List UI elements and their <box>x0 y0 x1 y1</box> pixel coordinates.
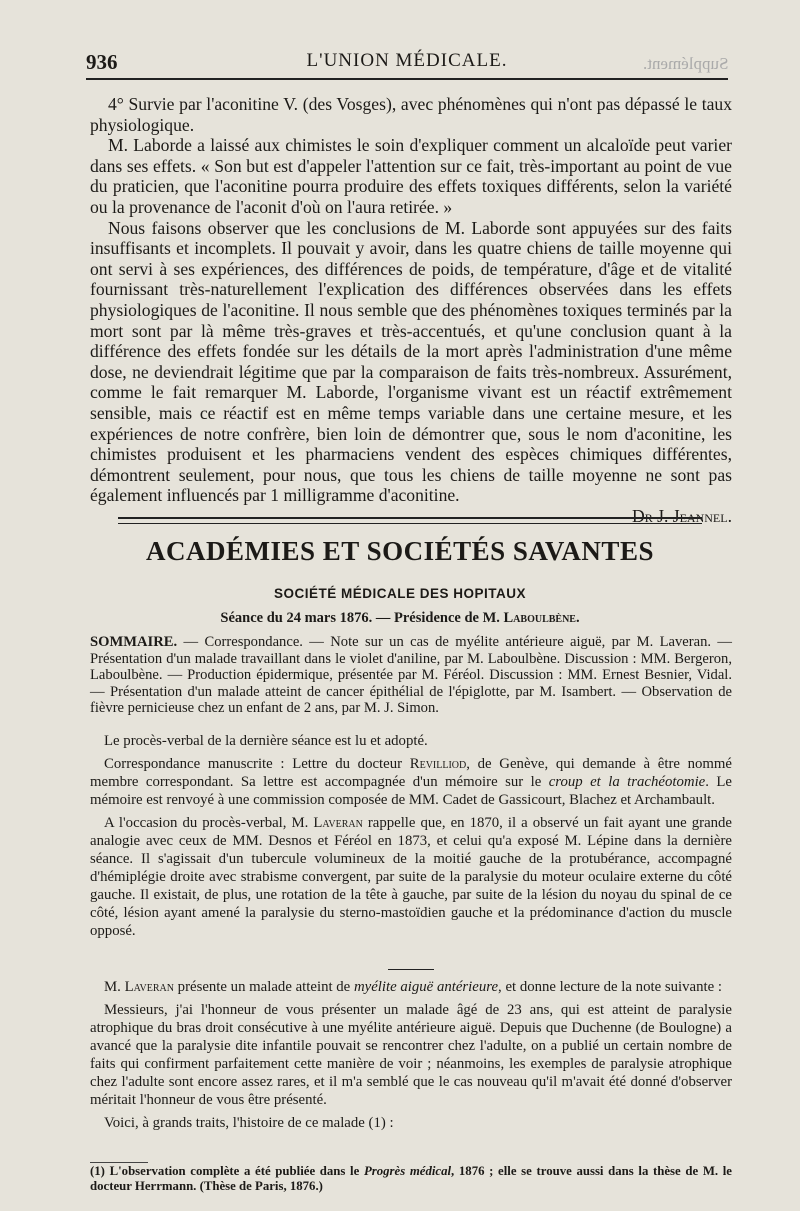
person-name: Laveran <box>124 979 174 995</box>
article-paragraph: Nous faisons observer que les conclusions de M. Laborde sont appuyées sur des faits insuffisants et incomplets. Il pouvait y avoir, dans les quatre chiens de taille moyenne qui ont servi à ses expériences, des différences de poids, de température, d'âge et de vitalité fournissant très-naturellement l'explication des différences observées dans les effets physiologiques de l'aconitine. Il nous semble que des phénomènes toxiques terminés par la mort sont par là même très-graves et très-accentués, et qu'une conclusion quant à la différence des effets fondée sur les détails de la mort après l'administration d'une même dose, ne deviendrait légitime que par la comparaison de faits très-nombreux. Assurément, comme le fait remarquer M. Laborde, l'organisme vivant est un réactif extrêmement sensible, mais ce réactif est en même temps variable dans une certaine mesure, et les expériences de notre confrère, bien loin de démontrer que, sous le nom d'aconitine, les chimistes produisent et les pharmaciens vendent des espèces chimiques différentes, démontrent seulement, pour nous, que tous les chiens de taille moyenne ne sont pas également influencés par 1 milligramme d'aconitine. <box>90 217 732 506</box>
session-body <box>90 732 732 945</box>
page-header <box>86 48 728 80</box>
section-title: ACADÉMIES ET SOCIÉTÉS SAVANTES <box>146 536 654 566</box>
author-signature: Dr J. Jeannel. <box>632 505 732 526</box>
footnote: (1) L'observation complète a été publiée dans le Progrès médical, 1876 ; elle se trouve aussi dans la thèse de M. le docteur Herrmann. (Thèse de Paris, 1876.) <box>90 1164 732 1193</box>
article-paragraph: M. Laborde a laissé aux chimistes le soin d'expliquer comment un alcaloïde peut varier dans ses effets. « Son but est d'appeler l'attention sur ce fait, très-important au point de vue du praticien, que l'aconitine pourra produire des effets toxiques différents, selon la variété ou la provenance de l'aconit d'où on l'aura retirée. » <box>90 135 732 217</box>
sommaire-label: SOMMAIRE. <box>90 634 178 650</box>
minutes-paragraph: Le procès-verbal de la dernière séance est lu et adopté. <box>104 733 428 749</box>
session-president: Laboulbène. <box>503 610 580 626</box>
presentation-paragraph: M. Laveran présente un malade atteint de myélite aiguë antérieure, et donne lecture de la note suivante : <box>104 979 722 995</box>
session-date: Séance du 24 mars 1876. — Présidence de M. <box>220 610 500 626</box>
top-article <box>90 94 732 526</box>
person-name: Laveran <box>313 815 363 831</box>
session-info <box>0 610 800 627</box>
society-name: SOCIÉTÉ MÉDICALE DES HOPITAUX <box>273 586 527 601</box>
sommaire <box>90 634 732 717</box>
laveran-note <box>90 978 732 1137</box>
running-title: L'UNION MÉDICALE. <box>306 50 508 71</box>
page-number: 936 <box>86 50 118 74</box>
separator-rule <box>388 969 434 970</box>
article-paragraph: 4° Survie par l'aconitine V. (des Vosges), avec phénomènes qui n'ont pas dépassé le taux physiologique. <box>90 94 732 135</box>
bleed-through-text: Supplément. <box>642 54 728 73</box>
person-name: Revilliod <box>409 756 467 772</box>
section-divider <box>118 517 702 524</box>
note-paragraph: Messieurs, j'ai l'honneur de vous présenter un malade âgé de 23 ans, qui est atteint de paralysie atrophique du bras droit consécutive à une myélite antérieure aiguë. Depuis que Duchenne (de Boulogne) a avancé que la paralysie dite infantile pouvait se rencontrer chez l'adulte, on a publié un certain nombre de faits qui confirment parfaitement cette manière de voir ; néanmoins, les exemples de paralysie atrophique chez l'adulte sont encore assez rares, et il m'a semblé que le cas nouveau qu'il m'avait été donné d'observer méritait l'honneur de vous être présenté. <box>90 1002 732 1108</box>
proces-verbal-paragraph: A l'occasion du procès-verbal, M. Laveran rappelle que, en 1870, il a observé un fait ayant une grande analogie avec ceux de MM. Desnos et Féréol en 1873, et celui qu'a exposé M. Lépine dans la dernière séance. Il s'agissait d'un tubercule volumineux de la moitié gauche de la protubérance, accompagné d'hémiplégie droite avec strabisme convergent, par suite de la paralysie du moteur oculaire externe du côté gauche. Il existait, de plus, une rotation de la tête à gauche, par suite de la lésion du noyau du spinal de ce côté, lésion ayant amené la paralysie du sterno-mastoïdien gauche et la prédominance d'action du muscle opposé. <box>90 815 732 939</box>
sommaire-text: — Correspondance. — Note sur un cas de myélite antérieure aiguë, par M. Laveran. — Présentation d'un malade travaillant dans le violet d'aniline, par M. Laboulbène. Discussion : MM. Bergeron, Laboulbène. — Production épidermique, présentée par M. Féréol. Discussion : MM. Ernest Besnier, Vidal. — Présentation d'un malade atteint de cancer épithélial de l'épiglotte, par M. Isambert. — Observation de fièvre pernicieuse chez un enfant de 2 ans, par M. J. Simon. <box>90 634 732 716</box>
history-intro: Voici, à grands traits, l'histoire de ce malade (1) : <box>104 1115 394 1131</box>
footnote-rule <box>90 1162 148 1163</box>
correspondence-paragraph: Correspondance manuscrite : Lettre du docteur Revilliod, de Genève, qui demande à être nommé membre correspondant. Sa lettre est accompagnée d'un mémoire sur le croup et la trachéotomie. Le mémoire est renvoyé à une commission composée de MM. Cadet de Gassicourt, Blachez et Archambault. <box>90 756 732 808</box>
